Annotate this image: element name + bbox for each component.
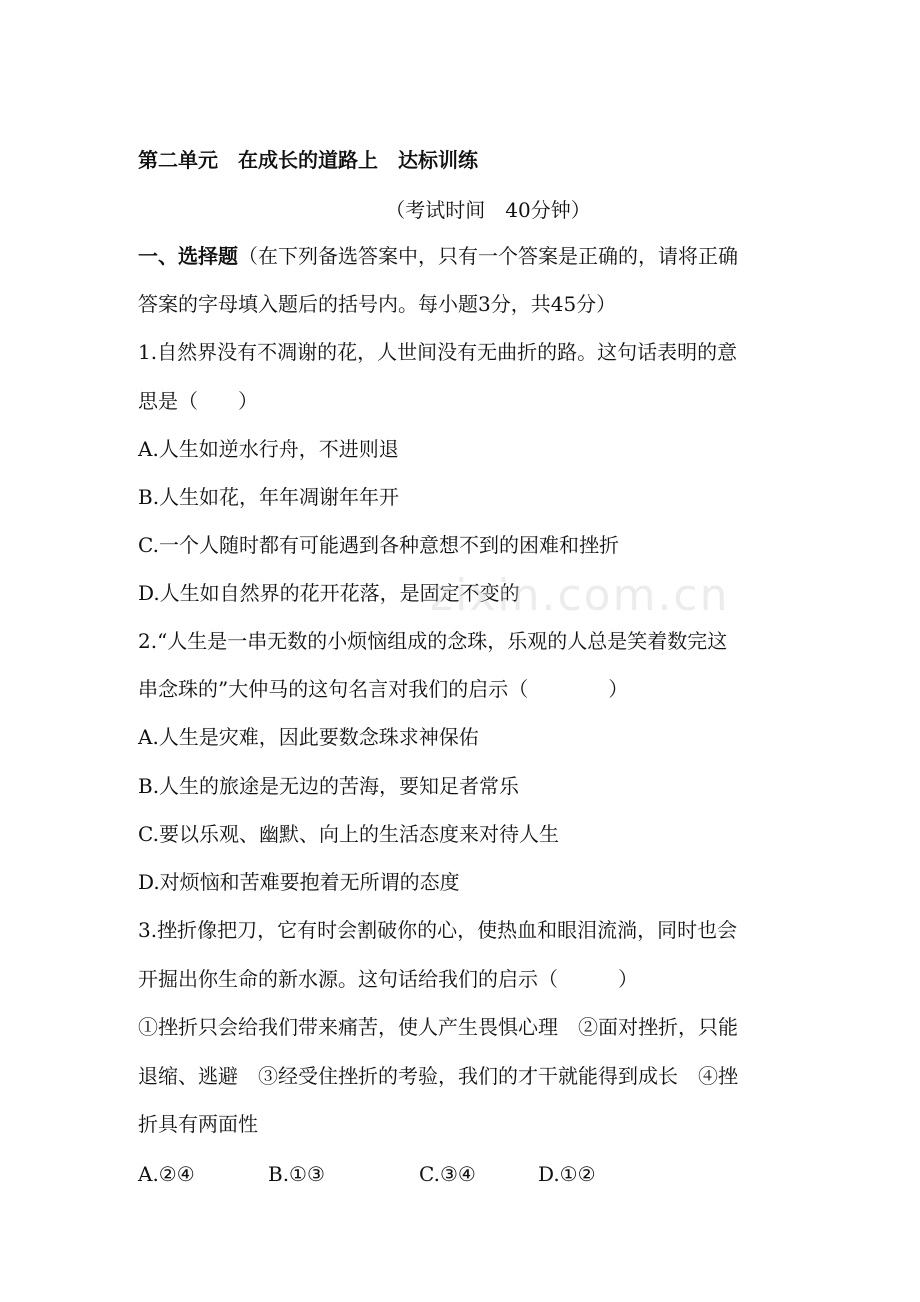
q3-statements-line2: 退缩、逃避 ③经受住挫折的考验，我们的才干就能得到成长 ④挫 xyxy=(138,1064,738,1088)
q1-option-d: D.人生如自然界的花开花落，是固定不变的 xyxy=(138,581,520,605)
q3-statements-line1: ①挫折只会给我们带来痛苦，使人产生畏惧心理 ②面对挫折，只能 xyxy=(138,1015,738,1039)
q1-option-c: C.一个人随时都有可能遇到各种意想不到的困难和挫折 xyxy=(138,533,619,557)
q3-statements-line3: 折具有两面性 xyxy=(138,1112,258,1136)
section-heading: 一、选择题 xyxy=(138,244,238,268)
q3-stem-line2: 开掘出你生命的新水源。这句话给我们的启示（ ） xyxy=(138,967,638,991)
q2-option-a: A.人生是灾难，因此要数念珠求神保佑 xyxy=(138,725,479,749)
q2-stem-line2: 串念珠的”大仲马的这句名言对我们的启示（ ） xyxy=(138,677,629,701)
q2-stem-line1: 2.“人生是一串无数的小烦恼组成的念珠，乐观的人总是笑着数完这 xyxy=(138,629,728,653)
q2-option-d: D.对烦恼和苦难要抱着无所谓的态度 xyxy=(138,870,460,894)
watermark: zixin.com.cn xyxy=(430,570,730,621)
q3-option-c: C.③④ xyxy=(419,1162,476,1186)
q3-option-a: A.②④ xyxy=(138,1162,195,1186)
q2-option-b: B.人生的旅途是无边的苦海，要知足者常乐 xyxy=(138,774,520,798)
q1-option-a: A.人生如逆水行舟，不进则退 xyxy=(138,437,399,461)
section-heading-line xyxy=(138,242,788,270)
q3-option-d: D.①② xyxy=(538,1162,596,1186)
section-instruction-2: 答案的字母填入题后的括号内。每小题3分，共45分） xyxy=(138,292,617,316)
document-title: 第二单元 在成长的道路上 达标训练 xyxy=(138,148,478,172)
q1-stem-line1: 1.自然界没有不凋谢的花，人世间没有无曲折的路。这句话表明的意 xyxy=(138,340,738,364)
q3-stem-line1: 3.挫折像把刀，它有时会割破你的心，使热血和眼泪流淌，同时也会 xyxy=(138,918,738,942)
q1-stem-line2: 思是（ ） xyxy=(138,389,258,413)
q3-option-b: B.①③ xyxy=(268,1162,325,1186)
q1-option-b: B.人生如花，年年凋谢年年开 xyxy=(138,485,400,509)
q2-option-c: C.要以乐观、幽默、向上的生活态度来对待人生 xyxy=(138,822,559,846)
exam-time-subtitle: （考试时间 40分钟） xyxy=(385,198,591,222)
section-instruction-1: （在下列备选答案中，只有一个答案是正确的，请将正确 xyxy=(238,244,738,268)
